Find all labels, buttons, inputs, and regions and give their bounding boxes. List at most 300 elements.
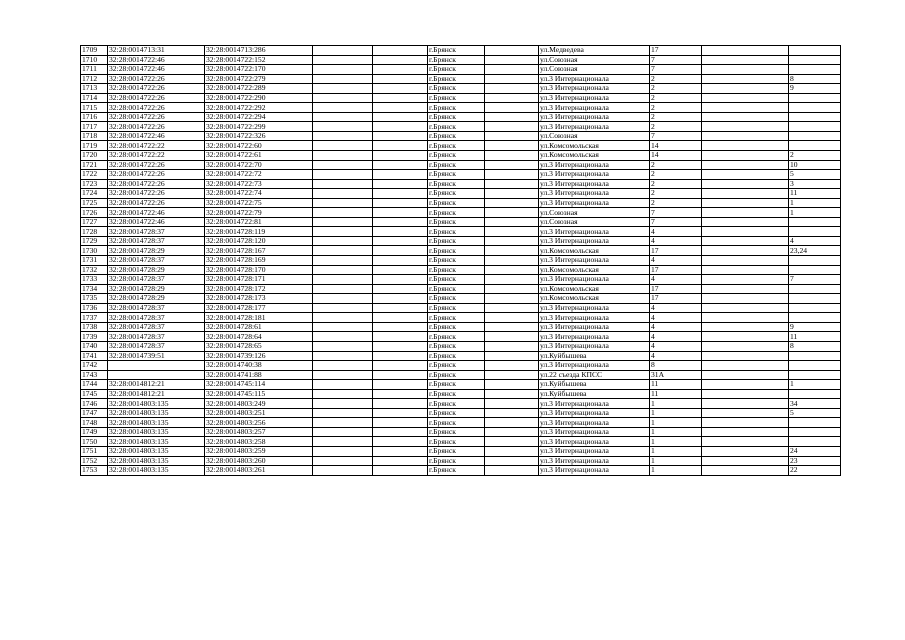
row-number-cell: 1752 bbox=[81, 456, 108, 466]
cadastral-number-cell: 32:28:0014713:286 bbox=[205, 46, 313, 56]
empty-cell bbox=[702, 275, 789, 285]
cadastral-number-cell: 32:28:0014803:257 bbox=[205, 427, 313, 437]
apartment-number-cell bbox=[789, 141, 841, 151]
apartment-number-cell: 8 bbox=[789, 74, 841, 84]
empty-cell bbox=[313, 399, 373, 409]
apartment-number-cell: 34 bbox=[789, 399, 841, 409]
table-row bbox=[81, 437, 841, 447]
cadastral-number-cell: 32:28:0014728:65 bbox=[205, 341, 313, 351]
apartment-number-cell bbox=[789, 437, 841, 447]
empty-cell bbox=[702, 227, 789, 237]
empty-cell bbox=[485, 198, 539, 208]
empty-cell bbox=[313, 284, 373, 294]
row-number-cell: 1739 bbox=[81, 332, 108, 342]
city-cell: г.Брянск bbox=[428, 189, 485, 199]
source-cadastral-number-cell: 32:28:0014722:26 bbox=[108, 93, 205, 103]
apartment-number-cell: 9 bbox=[789, 84, 841, 94]
empty-cell bbox=[485, 456, 539, 466]
source-cadastral-number-cell: 32:28:0014728:29 bbox=[108, 265, 205, 275]
empty-cell bbox=[485, 313, 539, 323]
cadastral-number-cell: 32:28:0014722:170 bbox=[205, 65, 313, 75]
source-cadastral-number-cell: 32:28:0014722:26 bbox=[108, 74, 205, 84]
empty-cell bbox=[485, 294, 539, 304]
empty-cell bbox=[313, 389, 373, 399]
empty-cell bbox=[373, 65, 428, 75]
source-cadastral-number-cell: 32:28:0014728:37 bbox=[108, 341, 205, 351]
empty-cell bbox=[313, 208, 373, 218]
cadastral-number-cell: 32:28:0014722:72 bbox=[205, 170, 313, 180]
empty-cell bbox=[702, 303, 789, 313]
empty-cell bbox=[702, 112, 789, 122]
empty-cell bbox=[485, 332, 539, 342]
apartment-number-cell bbox=[789, 303, 841, 313]
house-number-cell: 1 bbox=[650, 466, 702, 476]
row-number-cell: 1732 bbox=[81, 265, 108, 275]
city-cell: г.Брянск bbox=[428, 246, 485, 256]
empty-cell bbox=[373, 112, 428, 122]
apartment-number-cell: 7 bbox=[789, 275, 841, 285]
source-cadastral-number-cell: 32:28:0014722:46 bbox=[108, 131, 205, 141]
source-cadastral-number-cell: 32:28:0014803:135 bbox=[108, 399, 205, 409]
street-cell: ул.Медведева bbox=[539, 46, 650, 56]
house-number-cell: 17 bbox=[650, 246, 702, 256]
empty-cell bbox=[485, 351, 539, 361]
table-body bbox=[81, 46, 841, 476]
house-number-cell: 4 bbox=[650, 322, 702, 332]
source-cadastral-number-cell: 32:28:0014803:135 bbox=[108, 427, 205, 437]
source-cadastral-number-cell: 32:28:0014722:26 bbox=[108, 122, 205, 132]
source-cadastral-number-cell: 32:28:0014722:26 bbox=[108, 84, 205, 94]
cadastral-number-cell: 32:28:0014740:38 bbox=[205, 361, 313, 371]
source-cadastral-number-cell: 32:28:0014722:22 bbox=[108, 141, 205, 151]
street-cell: ул.3 Интернационала bbox=[539, 332, 650, 342]
empty-cell bbox=[485, 217, 539, 227]
cadastral-number-cell: 32:28:0014803:251 bbox=[205, 408, 313, 418]
street-cell: ул.3 Интернационала bbox=[539, 418, 650, 428]
city-cell: г.Брянск bbox=[428, 380, 485, 390]
table-row bbox=[81, 370, 841, 380]
house-number-cell: 2 bbox=[650, 160, 702, 170]
street-cell: ул.3 Интернационала bbox=[539, 74, 650, 84]
empty-cell bbox=[702, 408, 789, 418]
cadastral-number-cell: 32:28:0014728:177 bbox=[205, 303, 313, 313]
house-number-cell: 4 bbox=[650, 341, 702, 351]
empty-cell bbox=[373, 179, 428, 189]
empty-cell bbox=[485, 55, 539, 65]
city-cell: г.Брянск bbox=[428, 418, 485, 428]
empty-cell bbox=[702, 141, 789, 151]
empty-cell bbox=[485, 227, 539, 237]
apartment-number-cell bbox=[789, 351, 841, 361]
empty-cell bbox=[373, 418, 428, 428]
city-cell: г.Брянск bbox=[428, 265, 485, 275]
row-number-cell: 1714 bbox=[81, 93, 108, 103]
house-number-cell: 2 bbox=[650, 122, 702, 132]
property-register-table bbox=[80, 45, 841, 476]
source-cadastral-number-cell: 32:28:0014722:26 bbox=[108, 198, 205, 208]
cadastral-number-cell: 32:28:0014722:81 bbox=[205, 217, 313, 227]
house-number-cell: 4 bbox=[650, 236, 702, 246]
row-number-cell: 1746 bbox=[81, 399, 108, 409]
street-cell: ул.3 Интернационала bbox=[539, 341, 650, 351]
apartment-number-cell: 23,24 bbox=[789, 246, 841, 256]
empty-cell bbox=[702, 131, 789, 141]
cadastral-number-cell: 32:28:0014728:169 bbox=[205, 256, 313, 266]
source-cadastral-number-cell: 32:28:0014728:37 bbox=[108, 236, 205, 246]
table-row bbox=[81, 351, 841, 361]
city-cell: г.Брянск bbox=[428, 294, 485, 304]
empty-cell bbox=[485, 112, 539, 122]
empty-cell bbox=[313, 256, 373, 266]
house-number-cell: 1 bbox=[650, 437, 702, 447]
city-cell: г.Брянск bbox=[428, 84, 485, 94]
table-row bbox=[81, 65, 841, 75]
row-number-cell: 1726 bbox=[81, 208, 108, 218]
city-cell: г.Брянск bbox=[428, 332, 485, 342]
empty-cell bbox=[485, 322, 539, 332]
empty-cell bbox=[313, 446, 373, 456]
house-number-cell: 2 bbox=[650, 179, 702, 189]
empty-cell bbox=[373, 122, 428, 132]
source-cadastral-number-cell: 32:28:0014728:29 bbox=[108, 246, 205, 256]
source-cadastral-number-cell: 32:28:0014728:37 bbox=[108, 303, 205, 313]
cadastral-number-cell: 32:28:0014728:120 bbox=[205, 236, 313, 246]
table-row bbox=[81, 256, 841, 266]
apartment-number-cell: 4 bbox=[789, 236, 841, 246]
empty-cell bbox=[702, 427, 789, 437]
empty-cell bbox=[485, 399, 539, 409]
row-number-cell: 1728 bbox=[81, 227, 108, 237]
source-cadastral-number-cell: 32:28:0014803:135 bbox=[108, 418, 205, 428]
cadastral-number-cell: 32:28:0014722:61 bbox=[205, 151, 313, 161]
street-cell: ул.Комсомольская bbox=[539, 151, 650, 161]
city-cell: г.Брянск bbox=[428, 427, 485, 437]
city-cell: г.Брянск bbox=[428, 55, 485, 65]
row-number-cell: 1723 bbox=[81, 179, 108, 189]
source-cadastral-number-cell: 32:28:0014713:31 bbox=[108, 46, 205, 56]
city-cell: г.Брянск bbox=[428, 322, 485, 332]
row-number-cell: 1719 bbox=[81, 141, 108, 151]
table-row bbox=[81, 131, 841, 141]
empty-cell bbox=[702, 217, 789, 227]
empty-cell bbox=[373, 341, 428, 351]
city-cell: г.Брянск bbox=[428, 93, 485, 103]
street-cell: ул.3 Интернационала bbox=[539, 361, 650, 371]
row-number-cell: 1710 bbox=[81, 55, 108, 65]
table-row bbox=[81, 179, 841, 189]
cadastral-number-cell: 32:28:0014803:258 bbox=[205, 437, 313, 447]
cadastral-number-cell: 32:28:0014728:181 bbox=[205, 313, 313, 323]
empty-cell bbox=[313, 84, 373, 94]
source-cadastral-number-cell: 32:28:0014803:135 bbox=[108, 466, 205, 476]
cadastral-number-cell: 32:28:0014803:259 bbox=[205, 446, 313, 456]
empty-cell bbox=[313, 236, 373, 246]
city-cell: г.Брянск bbox=[428, 103, 485, 113]
empty-cell bbox=[702, 370, 789, 380]
street-cell: ул.3 Интернационала bbox=[539, 227, 650, 237]
city-cell: г.Брянск bbox=[428, 74, 485, 84]
row-number-cell: 1745 bbox=[81, 389, 108, 399]
apartment-number-cell bbox=[789, 294, 841, 304]
empty-cell bbox=[702, 446, 789, 456]
table-row bbox=[81, 446, 841, 456]
empty-cell bbox=[702, 236, 789, 246]
row-number-cell: 1733 bbox=[81, 275, 108, 285]
street-cell: ул.22 съезда КПСС bbox=[539, 370, 650, 380]
city-cell: г.Брянск bbox=[428, 46, 485, 56]
empty-cell bbox=[485, 380, 539, 390]
table-row bbox=[81, 399, 841, 409]
cadastral-number-cell: 32:28:0014803:261 bbox=[205, 466, 313, 476]
source-cadastral-number-cell: 32:28:0014722:26 bbox=[108, 103, 205, 113]
empty-cell bbox=[313, 160, 373, 170]
empty-cell bbox=[485, 65, 539, 75]
street-cell: ул.3 Интернационала bbox=[539, 112, 650, 122]
row-number-cell: 1750 bbox=[81, 437, 108, 447]
cadastral-number-cell: 32:28:0014722:289 bbox=[205, 84, 313, 94]
empty-cell bbox=[313, 275, 373, 285]
row-number-cell: 1722 bbox=[81, 170, 108, 180]
street-cell: ул.Комсомольская bbox=[539, 265, 650, 275]
empty-cell bbox=[702, 380, 789, 390]
empty-cell bbox=[373, 227, 428, 237]
city-cell: г.Брянск bbox=[428, 303, 485, 313]
source-cadastral-number-cell: 32:28:0014803:135 bbox=[108, 437, 205, 447]
source-cadastral-number-cell: 32:28:0014722:26 bbox=[108, 189, 205, 199]
row-number-cell: 1736 bbox=[81, 303, 108, 313]
apartment-number-cell bbox=[789, 46, 841, 56]
row-number-cell: 1711 bbox=[81, 65, 108, 75]
table-row bbox=[81, 74, 841, 84]
empty-cell bbox=[702, 93, 789, 103]
city-cell: г.Брянск bbox=[428, 446, 485, 456]
empty-cell bbox=[485, 389, 539, 399]
apartment-number-cell: 11 bbox=[789, 332, 841, 342]
row-number-cell: 1712 bbox=[81, 74, 108, 84]
empty-cell bbox=[313, 332, 373, 342]
cadastral-number-cell: 32:28:0014722:152 bbox=[205, 55, 313, 65]
empty-cell bbox=[313, 437, 373, 447]
street-cell: ул.Союзная bbox=[539, 65, 650, 75]
empty-cell bbox=[485, 46, 539, 56]
source-cadastral-number-cell: 32:28:0014722:26 bbox=[108, 179, 205, 189]
empty-cell bbox=[702, 189, 789, 199]
city-cell: г.Брянск bbox=[428, 361, 485, 371]
cadastral-number-cell: 32:28:0014722:60 bbox=[205, 141, 313, 151]
empty-cell bbox=[373, 456, 428, 466]
house-number-cell: 2 bbox=[650, 93, 702, 103]
empty-cell bbox=[485, 275, 539, 285]
empty-cell bbox=[702, 246, 789, 256]
table-row bbox=[81, 313, 841, 323]
row-number-cell: 1724 bbox=[81, 189, 108, 199]
empty-cell bbox=[485, 151, 539, 161]
empty-cell bbox=[485, 179, 539, 189]
table-row bbox=[81, 122, 841, 132]
table-row bbox=[81, 227, 841, 237]
empty-cell bbox=[373, 437, 428, 447]
city-cell: г.Брянск bbox=[428, 399, 485, 409]
house-number-cell: 1 bbox=[650, 408, 702, 418]
empty-cell bbox=[485, 265, 539, 275]
house-number-cell: 31А bbox=[650, 370, 702, 380]
empty-cell bbox=[373, 380, 428, 390]
empty-cell bbox=[485, 74, 539, 84]
empty-cell bbox=[313, 122, 373, 132]
row-number-cell: 1716 bbox=[81, 112, 108, 122]
row-number-cell: 1738 bbox=[81, 322, 108, 332]
house-number-cell: 2 bbox=[650, 170, 702, 180]
empty-cell bbox=[373, 84, 428, 94]
empty-cell bbox=[702, 103, 789, 113]
house-number-cell: 4 bbox=[650, 275, 702, 285]
apartment-number-cell bbox=[789, 112, 841, 122]
cadastral-number-cell: 32:28:0014722:290 bbox=[205, 93, 313, 103]
street-cell: ул.3 Интернационала bbox=[539, 466, 650, 476]
empty-cell bbox=[313, 189, 373, 199]
city-cell: г.Брянск bbox=[428, 437, 485, 447]
apartment-number-cell: 1 bbox=[789, 208, 841, 218]
house-number-cell: 1 bbox=[650, 427, 702, 437]
empty-cell bbox=[313, 294, 373, 304]
row-number-cell: 1721 bbox=[81, 160, 108, 170]
cadastral-number-cell: 32:28:0014728:171 bbox=[205, 275, 313, 285]
row-number-cell: 1715 bbox=[81, 103, 108, 113]
street-cell: ул.3 Интернационала bbox=[539, 179, 650, 189]
empty-cell bbox=[373, 389, 428, 399]
table-row bbox=[81, 189, 841, 199]
apartment-number-cell bbox=[789, 418, 841, 428]
source-cadastral-number-cell: 32:28:0014728:37 bbox=[108, 256, 205, 266]
row-number-cell: 1753 bbox=[81, 466, 108, 476]
house-number-cell: 2 bbox=[650, 84, 702, 94]
street-cell: ул.3 Интернационала bbox=[539, 189, 650, 199]
apartment-number-cell: 24 bbox=[789, 446, 841, 456]
street-cell: ул.3 Интернационала bbox=[539, 93, 650, 103]
empty-cell bbox=[313, 93, 373, 103]
table-row bbox=[81, 170, 841, 180]
apartment-number-cell: 10 bbox=[789, 160, 841, 170]
cadastral-number-cell: 32:28:0014803:260 bbox=[205, 456, 313, 466]
city-cell: г.Брянск bbox=[428, 341, 485, 351]
empty-cell bbox=[702, 418, 789, 428]
cadastral-number-cell: 32:28:0014739:126 bbox=[205, 351, 313, 361]
apartment-number-cell bbox=[789, 313, 841, 323]
house-number-cell: 4 bbox=[650, 351, 702, 361]
empty-cell bbox=[702, 208, 789, 218]
cadastral-number-cell: 32:28:0014745:115 bbox=[205, 389, 313, 399]
source-cadastral-number-cell: 32:28:0014739:51 bbox=[108, 351, 205, 361]
empty-cell bbox=[373, 236, 428, 246]
cadastral-number-cell: 32:28:0014722:75 bbox=[205, 198, 313, 208]
house-number-cell: 4 bbox=[650, 227, 702, 237]
empty-cell bbox=[373, 74, 428, 84]
apartment-number-cell: 22 bbox=[789, 466, 841, 476]
empty-cell bbox=[313, 55, 373, 65]
apartment-number-cell: 5 bbox=[789, 408, 841, 418]
table-row bbox=[81, 456, 841, 466]
cadastral-number-cell: 32:28:0014722:79 bbox=[205, 208, 313, 218]
empty-cell bbox=[313, 74, 373, 84]
apartment-number-cell bbox=[789, 217, 841, 227]
empty-cell bbox=[313, 408, 373, 418]
empty-cell bbox=[702, 284, 789, 294]
empty-cell bbox=[702, 341, 789, 351]
empty-cell bbox=[313, 265, 373, 275]
empty-cell bbox=[702, 466, 789, 476]
city-cell: г.Брянск bbox=[428, 236, 485, 246]
table-row bbox=[81, 418, 841, 428]
cadastral-number-cell: 32:28:0014722:326 bbox=[205, 131, 313, 141]
house-number-cell: 7 bbox=[650, 131, 702, 141]
empty-cell bbox=[485, 246, 539, 256]
source-cadastral-number-cell: 32:28:0014803:135 bbox=[108, 456, 205, 466]
empty-cell bbox=[373, 332, 428, 342]
empty-cell bbox=[485, 84, 539, 94]
empty-cell bbox=[313, 380, 373, 390]
empty-cell bbox=[485, 170, 539, 180]
source-cadastral-number-cell: 32:28:0014728:37 bbox=[108, 332, 205, 342]
cadastral-number-cell: 32:28:0014728:172 bbox=[205, 284, 313, 294]
empty-cell bbox=[702, 313, 789, 323]
row-number-cell: 1717 bbox=[81, 122, 108, 132]
empty-cell bbox=[702, 322, 789, 332]
source-cadastral-number-cell: 32:28:0014803:135 bbox=[108, 446, 205, 456]
city-cell: г.Брянск bbox=[428, 179, 485, 189]
source-cadastral-number-cell: 32:28:0014728:37 bbox=[108, 322, 205, 332]
empty-cell bbox=[313, 46, 373, 56]
empty-cell bbox=[373, 160, 428, 170]
table-row bbox=[81, 389, 841, 399]
house-number-cell: 2 bbox=[650, 189, 702, 199]
city-cell: г.Брянск bbox=[428, 389, 485, 399]
row-number-cell: 1731 bbox=[81, 256, 108, 266]
cadastral-number-cell: 32:28:0014722:292 bbox=[205, 103, 313, 113]
cadastral-number-cell: 32:28:0014722:279 bbox=[205, 74, 313, 84]
apartment-number-cell: 3 bbox=[789, 179, 841, 189]
row-number-cell: 1751 bbox=[81, 446, 108, 456]
empty-cell bbox=[485, 446, 539, 456]
source-cadastral-number-cell: 32:28:0014728:37 bbox=[108, 313, 205, 323]
street-cell: ул.3 Интернационала bbox=[539, 456, 650, 466]
row-number-cell: 1727 bbox=[81, 217, 108, 227]
empty-cell bbox=[373, 361, 428, 371]
apartment-number-cell bbox=[789, 284, 841, 294]
row-number-cell: 1748 bbox=[81, 418, 108, 428]
empty-cell bbox=[313, 427, 373, 437]
empty-cell bbox=[702, 122, 789, 132]
house-number-cell: 17 bbox=[650, 284, 702, 294]
source-cadastral-number-cell: 32:28:0014722:26 bbox=[108, 112, 205, 122]
empty-cell bbox=[313, 370, 373, 380]
empty-cell bbox=[485, 361, 539, 371]
empty-cell bbox=[702, 332, 789, 342]
street-cell: ул.Союзная bbox=[539, 208, 650, 218]
house-number-cell: 7 bbox=[650, 208, 702, 218]
cadastral-number-cell: 32:28:0014728:170 bbox=[205, 265, 313, 275]
empty-cell bbox=[702, 160, 789, 170]
empty-cell bbox=[313, 151, 373, 161]
city-cell: г.Брянск bbox=[428, 370, 485, 380]
house-number-cell: 14 bbox=[650, 151, 702, 161]
apartment-number-cell bbox=[789, 65, 841, 75]
street-cell: ул.Куйбышева bbox=[539, 351, 650, 361]
street-cell: ул.Союзная bbox=[539, 55, 650, 65]
table-row bbox=[81, 341, 841, 351]
apartment-number-cell: 11 bbox=[789, 189, 841, 199]
house-number-cell: 1 bbox=[650, 418, 702, 428]
source-cadastral-number-cell: 32:28:0014728:37 bbox=[108, 227, 205, 237]
